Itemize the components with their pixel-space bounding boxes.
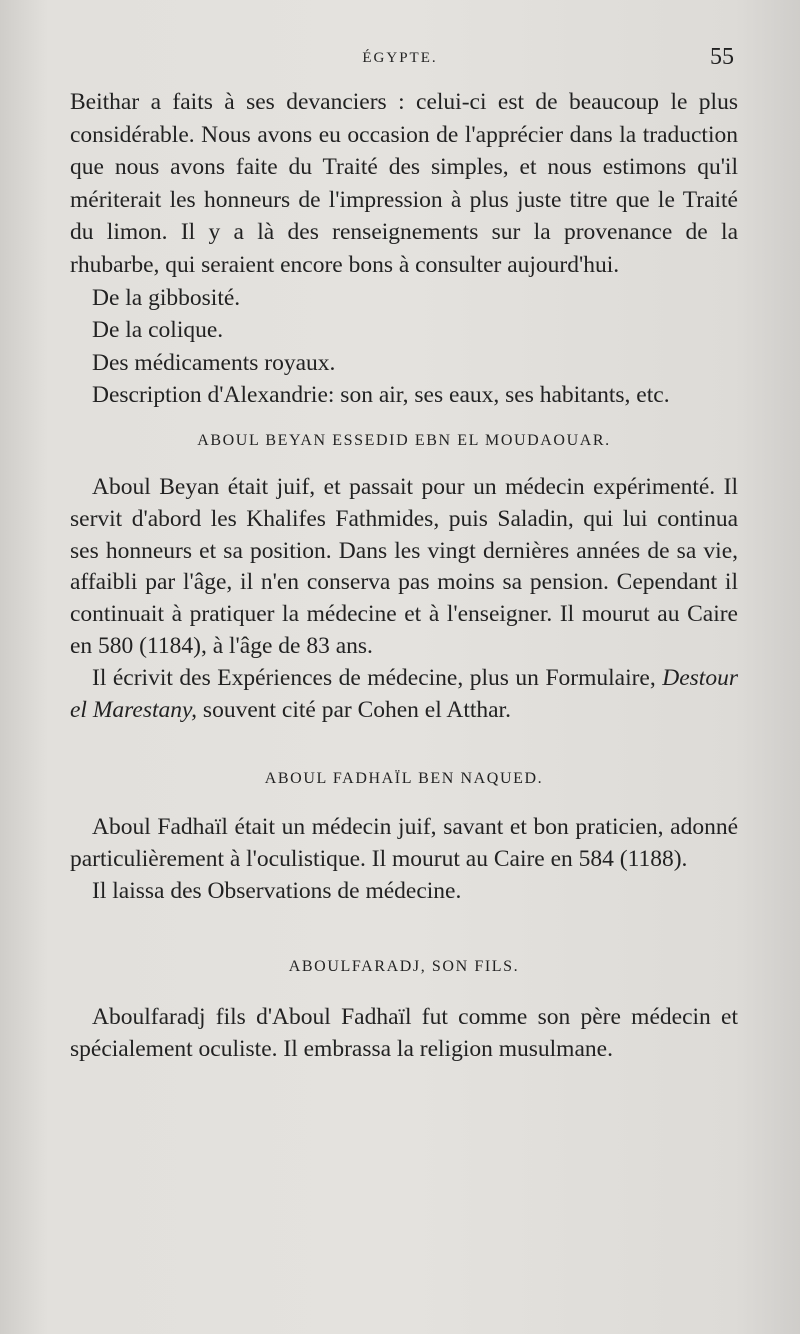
section-paragraph: Aboulfaradj fils d'Aboul Fadhaïl fut comme son père médecin et spécialement oculiste. Il embrassa la religion musulmane. [70, 1003, 738, 1062]
page-body [70, 86, 738, 1065]
section-heading: ABOULFARADJ, SON FILS. [288, 957, 520, 975]
section-paragraph: Il laissa des Observations de médecine. [92, 877, 462, 904]
section-aboul-beyan [70, 432, 738, 726]
list-item: De la colique. [92, 317, 224, 344]
list-item: Description d'Alexandrie: son air, ses eaux, ses habitants, etc. [92, 382, 670, 409]
section-heading: ABOUL FADHAÏL BEN NAQUED. [264, 770, 544, 788]
section-aboulfaradj [70, 958, 738, 1066]
work-title: Destour el Marestany, [70, 664, 738, 723]
page-number: 55 [710, 44, 734, 70]
intro-block [70, 86, 738, 412]
paragraph-text: souvent cité par Cohen el Atthar. [197, 696, 511, 723]
section-paragraph [70, 663, 738, 727]
paragraph-text: Il écrivit des Expériences de médecine, plus un Formulaire, [92, 664, 663, 691]
page-header [0, 44, 800, 74]
list-item: De la gibbosité. [92, 284, 241, 311]
section-aboul-fadhail [70, 770, 738, 907]
section-paragraph: Aboul Beyan était juif, et passait pour un médecin expérimenté. Il servit d'abord les Khalifes Fathmides, puis Saladin, qui lui continua ses honneurs et sa position. Dans les vingt dernières années de sa vie, affaibli par l'âge, il n'en conserva pas moins sa pension. Cependant il continuait à pratiquer la médecine et à l'enseigner. Il mourut au Caire en 580 (1184), à l'âge de 83 ans. [70, 473, 738, 659]
running-head: ÉGYPTE. [362, 50, 438, 66]
list-item: Des médicaments royaux. [92, 349, 336, 376]
section-paragraph: Aboul Fadhaïl était un médecin juif, savant et bon praticien, adonné particulièrement à l'oculistique. Il mourut au Caire en 584 (1188). [70, 814, 738, 873]
intro-paragraph: Beithar a faits à ses devanciers : celui-ci est de beaucoup le plus considérable. Nous avons eu occasion de l'apprécier dans la traduction que nous avons faite du Traité des simples, et nous estimons qu'il mériterait les honneurs de l'impression à plus juste titre que le Traité du limon. Il y a là des renseignements sur la provenance de la rhubarbe, qui seraient encore bons à consulter aujourd'hui. [70, 89, 738, 278]
section-heading: ABOUL BEYAN ESSEDID EBN EL MOUDAOUAR. [197, 431, 611, 449]
